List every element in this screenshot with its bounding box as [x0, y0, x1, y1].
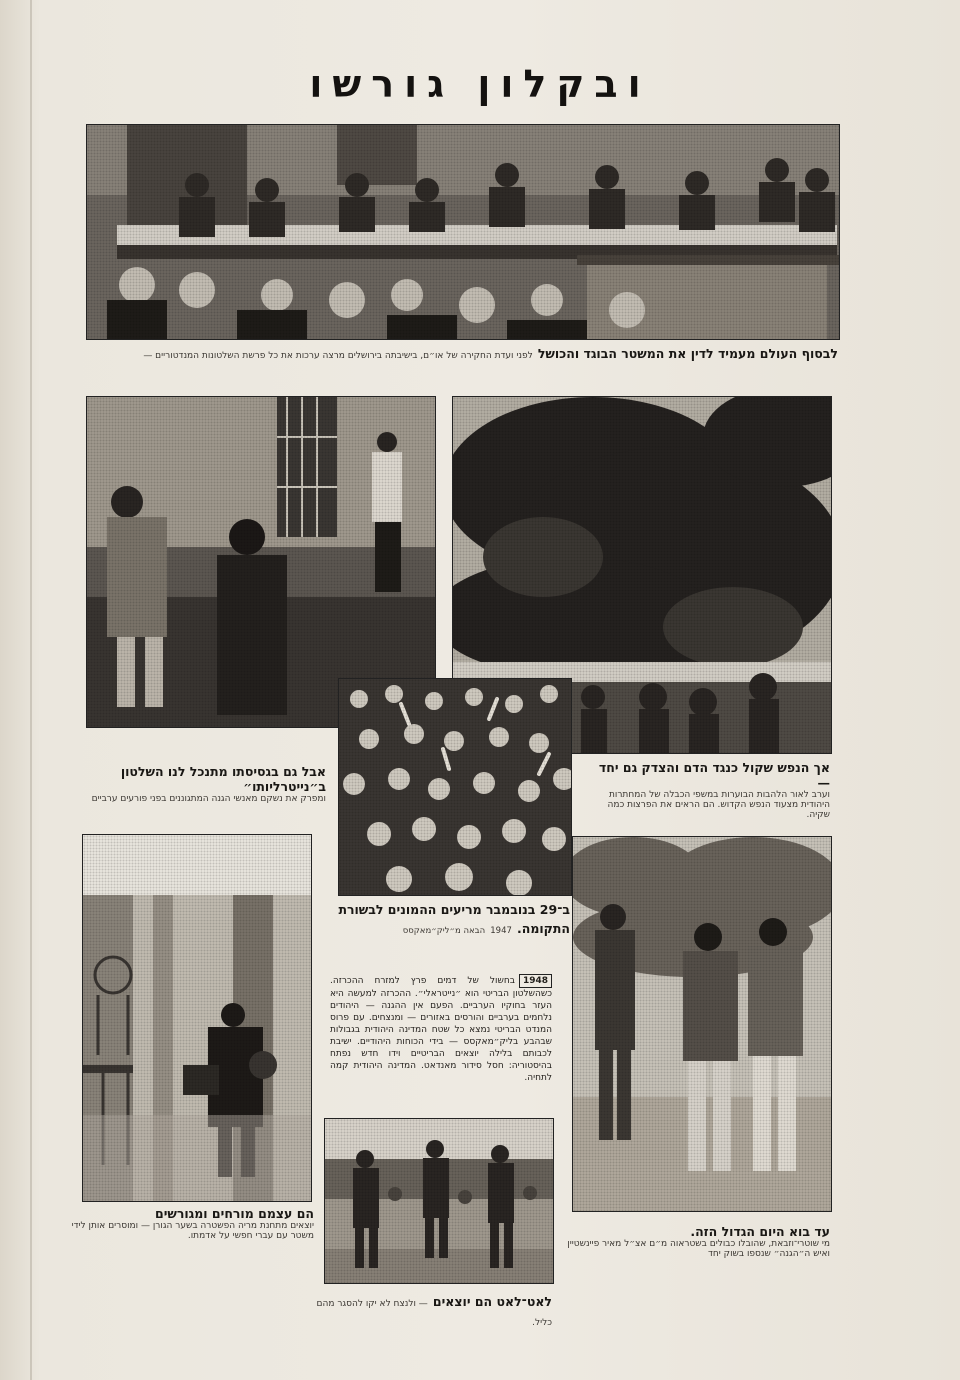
article-1948	[330, 974, 552, 1084]
arrest-caption	[70, 764, 326, 804]
committee-caption-main: לבסוף העולם מעמיד לדין את המשטר הבוגד והכושל	[537, 346, 838, 361]
fire-caption	[588, 760, 830, 820]
crowd-caption-main: ב־29 בנובמבר מריעים ההמונים לבשורת התקומה.	[338, 902, 570, 936]
photo-committee-hearing	[86, 124, 840, 340]
fire-caption-main: אך הנפש שקול כנגד הדם והצדק גם יחד —	[598, 760, 830, 790]
prisoners-caption-main: עד בוא היום הגדול הזה.	[690, 1224, 830, 1239]
prisoners-scene	[573, 837, 831, 1211]
crowd-caption-credit: הבאה מ״ליק״מאקסס	[402, 926, 486, 936]
photo-evacuation	[82, 834, 312, 1202]
arrest-caption-sub: ומפרק את נשקם מאנשי הגנה המתגוננים בפני פורעים ערביים	[91, 794, 326, 804]
evacuation-scene	[83, 835, 311, 1201]
evacuation-caption	[70, 1206, 314, 1241]
evacuation-caption-sub: יוצאים מתחנת מריה הפשטרה בשער הגורן — ומוסרים אותן לידי משטר עם עברי חפשי על אדמתו.	[71, 1221, 314, 1241]
paper-fold-line	[30, 0, 32, 1380]
prisoners-caption-sub: מי שוטרי־וזבאת, שהובלו כבולים בשטראוה מ״ם אצ״ל מאיר פיינשטיין ואיש ה״הגנה״ שנספו בשוק יחד	[567, 1239, 830, 1259]
soldiers-caption-main: לאט־לאט הם יוצאים	[432, 1294, 552, 1309]
page-title: ובקלון גורשו	[309, 62, 651, 106]
committee-caption	[86, 343, 838, 362]
prisoners-caption	[566, 1224, 830, 1259]
soldiers-caption	[300, 1291, 552, 1329]
photo-departing-soldiers	[324, 1118, 554, 1284]
crowd-caption-year: 1947	[490, 926, 512, 936]
committee-scene	[87, 125, 839, 339]
evacuation-caption-main: הם עצמם מורחים ומגורשים	[154, 1206, 314, 1221]
photo-prisoners-escort	[572, 836, 832, 1212]
article-year-badge: 1948	[519, 974, 552, 988]
photo-crowd-celebration	[338, 678, 572, 896]
crowd-scene	[339, 679, 571, 895]
soldiers-scene	[325, 1119, 553, 1283]
crowd-caption	[338, 899, 570, 937]
article-body: בחשול של דמים פרץ למזרח ההכרזה. כשהשלטון הבריטי הוא ״נייטראלי״. ההכרזה למעשה היא העזר בחוקיו הערביים. הפעם אין ההגנה — היהודים נלחמים בערביים והורסים באזורים — ומנצחים. עם פרוס המנדט הבריטי נמצא כל שטח המדינה היהודית בגבולות שבהבע בליק״מאקסס — בידי הכוחות היהודיים. ישיבת לכבותם בלילה יוצאים הבריטיים וידו חדש נפתח בהיסטוריה: חסל סידור מאנדאט. המדינה היהודית קמה לתחיה.	[330, 976, 552, 1083]
fire-caption-sub: וערב לאור הלהבות הבוערות במשפי הכבלה של המחתרות היהודית מצעוד הנפש הקדוש. הם הראים את הפרצות כמה שקיה.	[607, 790, 830, 820]
committee-caption-sub: לפני ועדת החקירה של או״ם, בישיבתה בירושלים מרצה ערכות את כל פרשת השלטונות המנדטוריים —	[143, 351, 533, 361]
arrest-caption-main: אבל גם בגסיסתו מתנכל לנו השלטון ב״נייטרליותו״	[120, 764, 326, 794]
soldiers-caption-sub: — ולנצח לא יקו להסגר מהם כליל.	[316, 1299, 552, 1328]
